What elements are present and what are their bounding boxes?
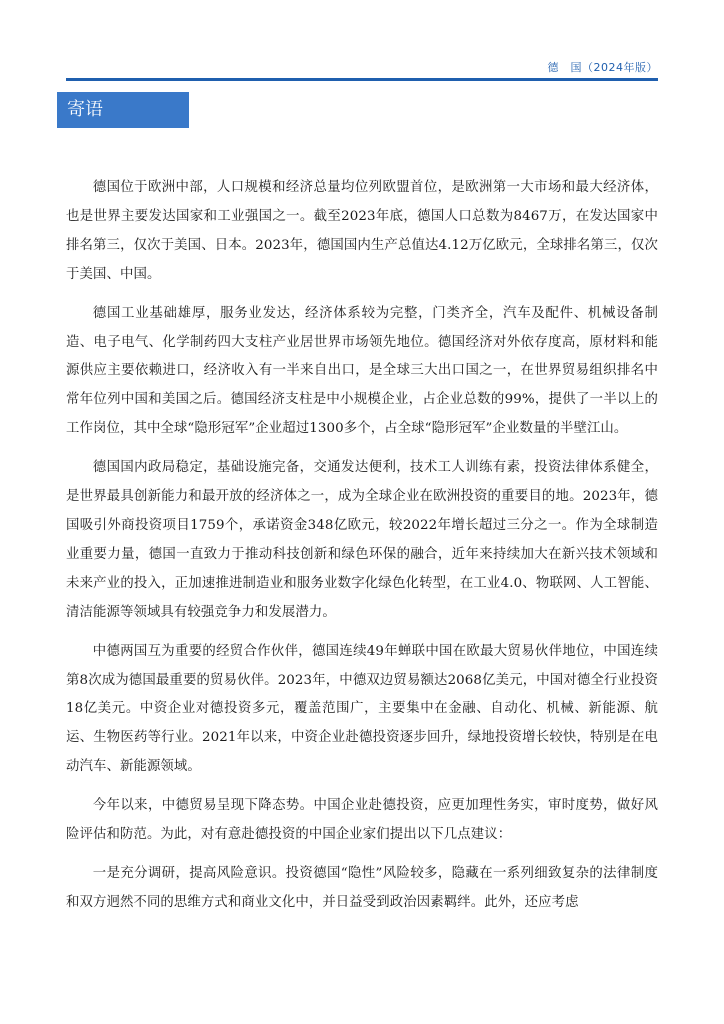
paragraph: 中德两国互为重要的经贸合作伙伴，德国连续49年蝉联中国在欧最大贸易伙伴地位，中国连续第8次成为德国最重要的贸易伙伴。2023年，中德双边贸易额达2068亿美元，中国对德全行业投资18亿美元。中资企业对德投资多元，覆盖范围广，主要集中在金融、自动化、机械、新能源、航运、生物医药等行业。2021年以来，中资企业赴德投资逐步回升，绿地投资增长较快，特别是在电动汽车、新能源领域。	[66, 643, 658, 775]
paragraph: 一是充分调研，提高风险意识。投资德国“隐性”风险较多，隐藏在一系列细致复杂的法律制度和双方迥然不同的思维方式和商业文化中，并日益受到政治因素羁绊。此外，还应考虑	[66, 865, 658, 910]
paragraph: 德国位于欧洲中部，人口规模和经济总量均位列欧盟首位，是欧洲第一大市场和最大经济体，也是世界主要发达国家和工业强国之一。截至2023年底，德国人口总数为8467万，在发达国家中排名第三，仅次于美国、日本。2023年，德国国内生产总值达4.12万亿欧元，全球排名第三，仅次于美国、中国。	[66, 180, 658, 282]
paragraph: 德国工业基础雄厚，服务业发达，经济体系较为完整，门类齐全，汽车及配件、机械设备制造、电子电气、化学制药四大支柱产业居世界市场领先地位。德国经济对外依存度高，原材料和能源供应主要依赖进口，经济收入有一半来自出口，是全球三大出口国之一，在世界贸易组织排名中常年位列中国和美国之后。德国经济支柱是中小规模企业，占企业总数的99%，提供了一半以上的工作岗位，其中全球“隐形冠军”企业超过1300多个，占全球“隐形冠军”企业数量的半壁江山。	[66, 305, 658, 437]
body-text	[66, 174, 658, 928]
paragraph: 今年以来，中德贸易呈现下降态势。中国企业赴德投资，应更加理性务实，审时度势，做好风险评估和防范。为此，对有意赴德投资的中国企业家们提出以下几点建议：	[66, 798, 658, 843]
running-header: 德 国（2024年版）	[547, 61, 658, 74]
section-title-banner: 寄语	[57, 92, 189, 128]
paragraph: 德国国内政局稳定，基础设施完备，交通发达便利，技术工人训练有素，投资法律体系健全，是世界最具创新能力和最开放的经济体之一，成为全球企业在欧洲投资的重要目的地。2023年，德国吸引外商投资项目1759个，承诺资金348亿欧元，较2022年增长超过三分之一。作为全球制造业重要力量，德国一直致力于推动科技创新和绿色环保的融合，近年来持续加大在新兴技术领域和未来产业的投入，正加速推进制造业和服务业数字化绿色化转型，在工业4.0、物联网、人工智能、清洁能源等领域具有较强竞争力和发展潜力。	[66, 460, 658, 620]
header-rule	[66, 78, 658, 81]
